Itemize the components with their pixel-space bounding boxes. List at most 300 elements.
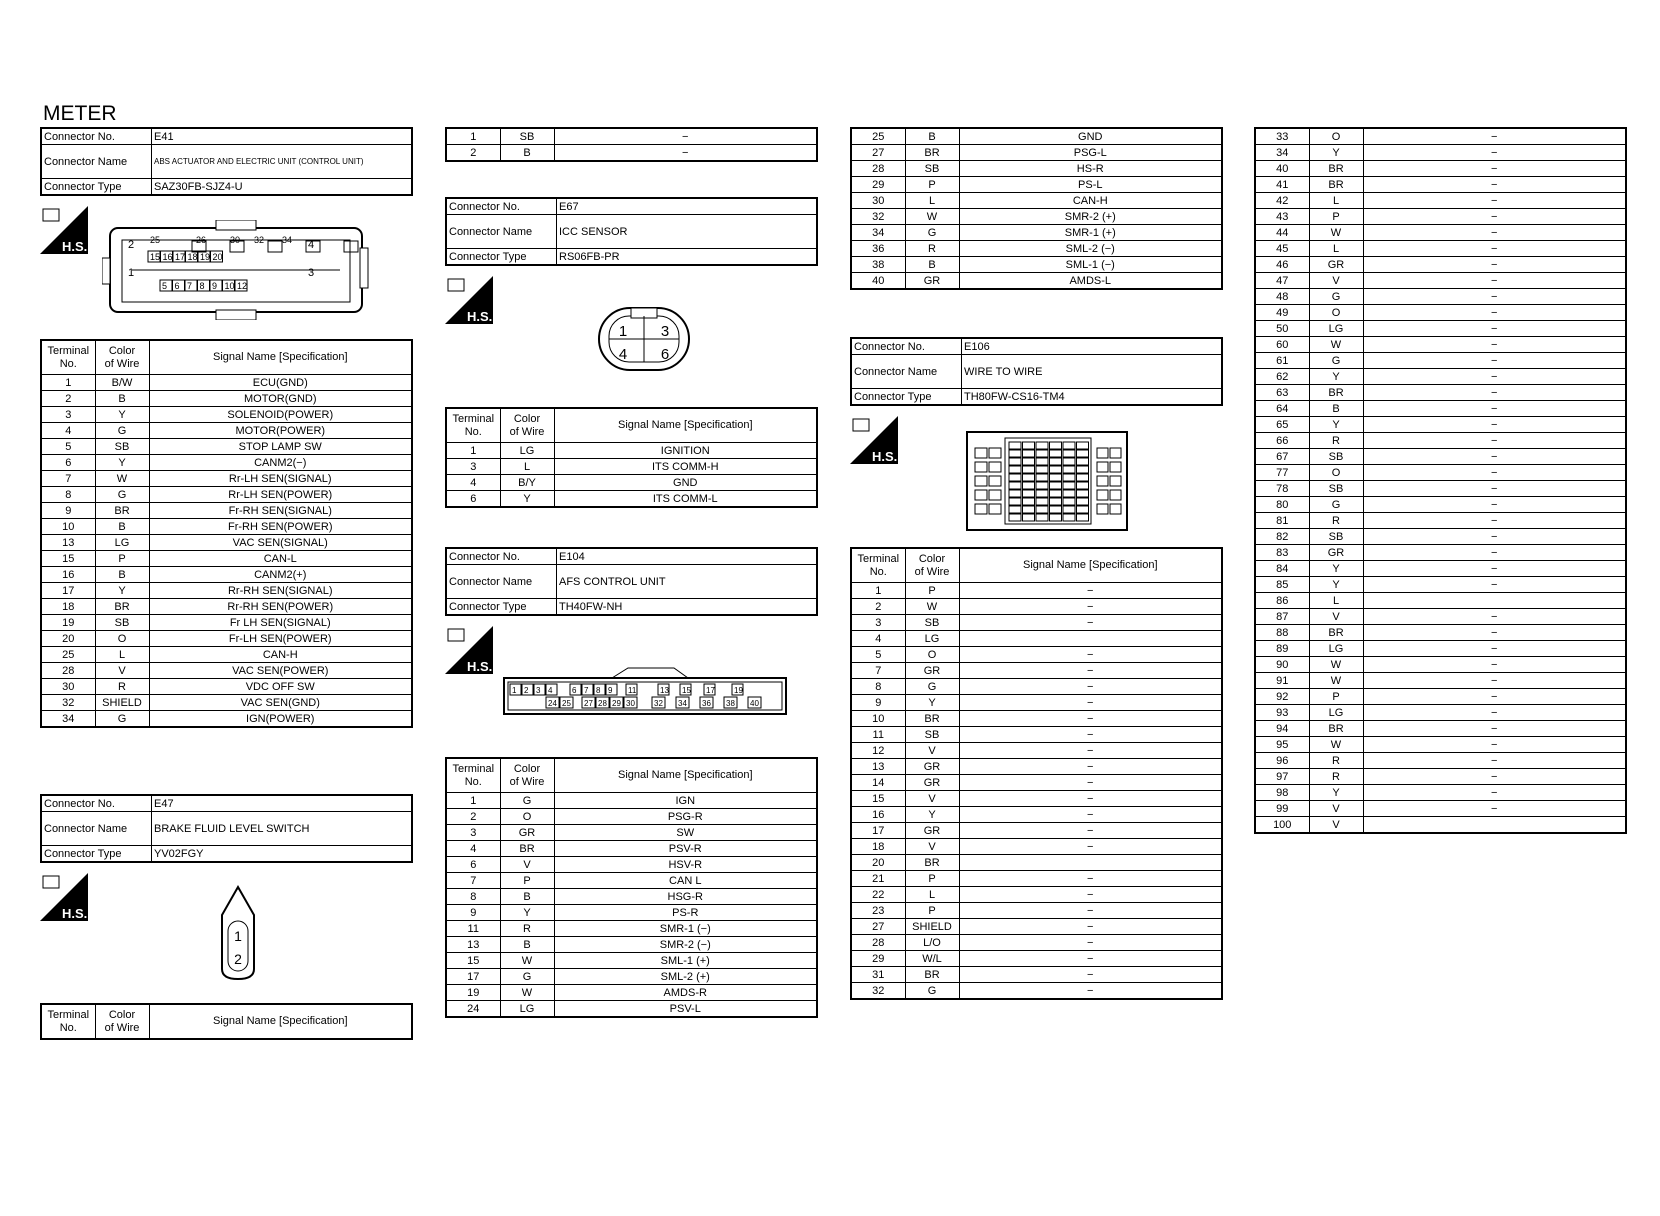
table-row [1255, 609, 1626, 625]
hs-icon [445, 276, 493, 324]
table-row [851, 887, 1222, 903]
signal-cell: ECU(GND) [149, 375, 412, 391]
terminal-cell: 7 [446, 873, 500, 889]
table-row [1255, 385, 1626, 401]
table-row [1255, 737, 1626, 753]
terminal-cell: 31 [851, 967, 905, 983]
table-row [1255, 433, 1626, 449]
color-cell: BR [1309, 721, 1363, 737]
table-row [851, 759, 1222, 775]
table-row [1255, 337, 1626, 353]
signal-cell: − [1363, 257, 1626, 273]
terminal-cell: 40 [851, 273, 905, 290]
terminal-cell: 36 [851, 241, 905, 257]
color-header: Color of Wire [500, 408, 554, 443]
terminal-cell: 4 [446, 841, 500, 857]
table-row [851, 855, 1222, 871]
signal-cell: PSV-L [554, 1001, 817, 1018]
terminal-cell: 8 [41, 487, 95, 503]
color-cell: V [1309, 801, 1363, 817]
terminal-cell: 17 [41, 583, 95, 599]
color-cell: G [1309, 497, 1363, 513]
table-row [1255, 161, 1626, 177]
table-row [41, 423, 412, 439]
color-cell: LG [1309, 705, 1363, 721]
terminal-cell: 91 [1255, 673, 1309, 689]
color-cell: V [500, 857, 554, 873]
table-row [446, 145, 817, 162]
signal-cell: Rr-RH SEN(SIGNAL) [149, 583, 412, 599]
terminal-cell: 16 [851, 807, 905, 823]
signal-header: Signal Name [Specification] [554, 758, 817, 793]
terminal-cell: 7 [41, 471, 95, 487]
e104-connector-no: E104 [557, 548, 818, 565]
terminal-cell: 93 [1255, 705, 1309, 721]
table-row [41, 375, 412, 391]
table-row [446, 793, 817, 809]
color-cell: L [905, 887, 959, 903]
table-row [851, 145, 1222, 161]
signal-cell [1363, 817, 1626, 834]
signal-cell: − [1363, 801, 1626, 817]
table-row [851, 679, 1222, 695]
table-row [41, 695, 412, 711]
e47-connector-name: BRAKE FLUID LEVEL SWITCH [152, 812, 413, 846]
signal-header: Signal Name [Specification] [149, 1004, 412, 1039]
table-row [851, 743, 1222, 759]
terminal-cell: 80 [1255, 497, 1309, 513]
table-row [41, 583, 412, 599]
signal-cell: PS-L [959, 177, 1222, 193]
color-cell: P [905, 871, 959, 887]
label: Connector No. [851, 338, 962, 355]
terminal-cell: 43 [1255, 209, 1309, 225]
terminal-cell: 6 [41, 455, 95, 471]
color-cell: GR [500, 825, 554, 841]
table-row [1255, 225, 1626, 241]
pin: 12 [237, 281, 248, 291]
pin: 11 [628, 686, 637, 695]
terminal-cell: 3 [851, 615, 905, 631]
label: Connector Name [446, 565, 557, 599]
table-row [1255, 177, 1626, 193]
signal-cell: − [1363, 209, 1626, 225]
signal-cell: HSG-R [554, 889, 817, 905]
table-row [1255, 449, 1626, 465]
signal-cell: − [1363, 465, 1626, 481]
terminal-cell: 27 [851, 145, 905, 161]
table-row [41, 631, 412, 647]
e47-connector-no: E47 [152, 795, 413, 812]
pin: 30 [230, 235, 241, 245]
terminal-cell: 81 [1255, 513, 1309, 529]
signal-cell: − [1363, 177, 1626, 193]
color-cell: R [905, 241, 959, 257]
table-row [851, 711, 1222, 727]
terminal-cell: 6 [446, 857, 500, 873]
e47-connector-diagram [218, 885, 258, 986]
signal-cell: − [1363, 128, 1626, 145]
color-cell: P [1309, 689, 1363, 705]
terminal-cell: 1 [446, 128, 500, 145]
color-cell: R [95, 679, 149, 695]
signal-cell: AMDS-R [554, 985, 817, 1001]
color-header: Color of Wire [95, 340, 149, 375]
e104-terminals [445, 757, 818, 1018]
color-cell: G [905, 679, 959, 695]
signal-cell: VAC SEN(GND) [149, 695, 412, 711]
color-cell: V [905, 839, 959, 855]
terminal-cell: 4 [851, 631, 905, 647]
terminal-cell: 30 [851, 193, 905, 209]
terminal-cell: 4 [41, 423, 95, 439]
signal-header: Signal Name [Specification] [149, 340, 412, 375]
e104-info-table [445, 547, 818, 616]
signal-cell: − [1363, 577, 1626, 593]
terminal-cell: 19 [41, 615, 95, 631]
pin: 29 [612, 699, 621, 708]
label: Connector No. [41, 795, 152, 812]
terminal-cell: 49 [1255, 305, 1309, 321]
pin: 1 [234, 928, 242, 944]
color-cell: W [1309, 737, 1363, 753]
terminal-cell: 77 [1255, 465, 1309, 481]
color-cell: SB [905, 161, 959, 177]
table-row [41, 615, 412, 631]
signal-cell: SW [554, 825, 817, 841]
signal-cell: Rr-LH SEN(SIGNAL) [149, 471, 412, 487]
e104-terminal-table [445, 757, 818, 1018]
signal-cell: SMR-2 (−) [554, 937, 817, 953]
terminal-cell: 27 [851, 919, 905, 935]
terminal-cell: 10 [41, 519, 95, 535]
color-cell: B [500, 889, 554, 905]
pin: 25 [562, 699, 571, 708]
table-row [41, 439, 412, 455]
pin: 1 [128, 267, 135, 279]
pin: 6 [660, 346, 670, 363]
signal-cell: − [1363, 145, 1626, 161]
color-cell: W [500, 953, 554, 969]
e47-terminal-table [40, 1003, 413, 1040]
svg-text:H.S.: H.S. [467, 309, 493, 324]
label: Connector Name [41, 812, 152, 846]
terminal-cell: 30 [41, 679, 95, 695]
terminal-cell: 67 [1255, 449, 1309, 465]
signal-cell: − [959, 599, 1222, 615]
signal-cell: ITS COMM-L [554, 491, 817, 508]
table-row [851, 663, 1222, 679]
signal-cell: − [959, 807, 1222, 823]
terminal-cell: 33 [1255, 128, 1309, 145]
color-cell: W [1309, 225, 1363, 241]
pin: 9 [608, 686, 613, 695]
color-cell: L [1309, 193, 1363, 209]
signal-cell: − [1363, 369, 1626, 385]
table-row [41, 487, 412, 503]
terminal-cell: 86 [1255, 593, 1309, 609]
table-row [1255, 209, 1626, 225]
table-row [1255, 801, 1626, 817]
pin: 5 [162, 281, 168, 291]
terminal-cell: 1 [41, 375, 95, 391]
terminal-cell: 17 [851, 823, 905, 839]
color-cell: W [1309, 673, 1363, 689]
table-row [41, 471, 412, 487]
signal-cell: Rr-RH SEN(POWER) [149, 599, 412, 615]
color-cell: Y [500, 905, 554, 921]
terminal-header: Terminal No. [851, 548, 905, 583]
table-row [1255, 417, 1626, 433]
terminal-cell: 3 [446, 459, 500, 475]
table-row [1255, 128, 1626, 145]
table-row [1255, 529, 1626, 545]
signal-cell: IGN(POWER) [149, 711, 412, 728]
terminal-cell: 28 [851, 935, 905, 951]
table-row [1255, 369, 1626, 385]
terminal-cell: 9 [41, 503, 95, 519]
signal-cell: − [1363, 449, 1626, 465]
table-row [851, 273, 1222, 290]
e106-connector-no: E106 [962, 338, 1223, 355]
signal-cell: MOTOR(POWER) [149, 423, 412, 439]
pin: 8 [199, 281, 205, 291]
signal-cell: PSV-R [554, 841, 817, 857]
pin: 25 [150, 235, 161, 245]
table-row [446, 841, 817, 857]
terminal-cell: 34 [41, 711, 95, 728]
terminal-cell: 11 [446, 921, 500, 937]
color-cell: SHIELD [905, 919, 959, 935]
terminal-cell: 13 [41, 535, 95, 551]
terminal-cell: 22 [851, 887, 905, 903]
table-row [41, 519, 412, 535]
terminal-cell: 25 [851, 128, 905, 145]
color-cell: Y [1309, 145, 1363, 161]
color-cell: L [1309, 593, 1363, 609]
color-cell: W [905, 599, 959, 615]
signal-cell: − [1363, 321, 1626, 337]
table-row [41, 407, 412, 423]
table-row [1255, 481, 1626, 497]
signal-cell: MOTOR(GND) [149, 391, 412, 407]
signal-cell: − [1363, 161, 1626, 177]
signal-cell: − [1363, 609, 1626, 625]
pin: 4 [308, 239, 315, 251]
terminal-cell: 90 [1255, 657, 1309, 673]
signal-cell: Fr-RH SEN(SIGNAL) [149, 503, 412, 519]
table-row [1255, 753, 1626, 769]
signal-cell: − [1363, 289, 1626, 305]
signal-cell: − [1363, 657, 1626, 673]
table-row [41, 567, 412, 583]
e104-connector-name: AFS CONTROL UNIT [557, 565, 818, 599]
signal-header: Signal Name [Specification] [554, 408, 817, 443]
color-cell: O [500, 809, 554, 825]
signal-cell: PSG-L [959, 145, 1222, 161]
terminal-cell: 18 [851, 839, 905, 855]
signal-cell: − [959, 727, 1222, 743]
terminal-cell: 34 [851, 225, 905, 241]
table-row [851, 599, 1222, 615]
color-cell: Y [1309, 561, 1363, 577]
terminal-cell: 16 [41, 567, 95, 583]
table-row [41, 647, 412, 663]
pin: 40 [750, 699, 759, 708]
table-row [851, 775, 1222, 791]
pin: 19 [200, 252, 211, 262]
signal-cell: − [959, 743, 1222, 759]
color-cell: LG [1309, 641, 1363, 657]
e67-connector-name: ICC SENSOR [557, 215, 818, 249]
table-row [851, 583, 1222, 599]
pin: 24 [548, 699, 557, 708]
terminal-cell: 2 [446, 145, 500, 162]
signal-cell: STOP LAMP SW [149, 439, 412, 455]
terminal-cell: 41 [1255, 177, 1309, 193]
color-cell: B [500, 145, 554, 162]
terminal-cell: 60 [1255, 337, 1309, 353]
signal-cell: SML-2 (−) [959, 241, 1222, 257]
e106-block [850, 337, 1223, 406]
table-row [41, 455, 412, 471]
table-row [851, 225, 1222, 241]
table-row [851, 161, 1222, 177]
color-cell: R [500, 921, 554, 937]
signal-cell: VDC OFF SW [149, 679, 412, 695]
signal-cell: − [1363, 705, 1626, 721]
terminal-cell: 2 [41, 391, 95, 407]
signal-cell: SOLENOID(POWER) [149, 407, 412, 423]
terminal-cell: 34 [1255, 145, 1309, 161]
table-row [1255, 257, 1626, 273]
color-cell: SB [95, 439, 149, 455]
color-cell: R [1309, 513, 1363, 529]
table-row [851, 935, 1222, 951]
terminal-cell: 3 [446, 825, 500, 841]
e47-connector-type: YV02FGY [152, 846, 413, 863]
table-row [1255, 193, 1626, 209]
e47-terminals [40, 1003, 413, 1040]
table-row [1255, 513, 1626, 529]
terminal-cell: 45 [1255, 241, 1309, 257]
color-cell: BR [1309, 161, 1363, 177]
table-row [1255, 305, 1626, 321]
terminal-cell: 20 [41, 631, 95, 647]
signal-cell: − [959, 935, 1222, 951]
table-row [851, 647, 1222, 663]
color-cell: O [1309, 465, 1363, 481]
table-row [446, 491, 817, 508]
terminal-cell: 98 [1255, 785, 1309, 801]
terminal-cell: 89 [1255, 641, 1309, 657]
e106-terminals [850, 547, 1223, 1000]
table-row [41, 503, 412, 519]
e41-terminal-table [40, 339, 413, 728]
terminal-cell: 97 [1255, 769, 1309, 785]
terminal-cell: 6 [446, 491, 500, 508]
terminal-cell: 95 [1255, 737, 1309, 753]
color-header: Color of Wire [905, 548, 959, 583]
e41-connector-diagram [102, 220, 372, 325]
signal-cell: SML-1 (+) [554, 953, 817, 969]
terminal-header: Terminal No. [446, 408, 500, 443]
label: Connector Type [446, 249, 557, 266]
signal-cell: − [959, 647, 1222, 663]
table-row [851, 839, 1222, 855]
terminal-cell: 2 [446, 809, 500, 825]
pin: 19 [734, 686, 743, 695]
color-cell: B [95, 519, 149, 535]
signal-cell [1363, 593, 1626, 609]
pin: 15 [150, 252, 161, 262]
e67-connector-type: RS06FB-PR [557, 249, 818, 266]
signal-cell: − [959, 679, 1222, 695]
signal-cell: − [1363, 769, 1626, 785]
signal-cell: − [959, 951, 1222, 967]
table-row [446, 873, 817, 889]
table-row [1255, 577, 1626, 593]
e67-info-table [445, 197, 818, 266]
color-cell: R [1309, 769, 1363, 785]
signal-cell: − [1363, 273, 1626, 289]
table-row [1255, 497, 1626, 513]
color-cell: B [1309, 401, 1363, 417]
e106-info-table [850, 337, 1223, 406]
table-row [1255, 769, 1626, 785]
table-row [851, 967, 1222, 983]
table-row [1255, 321, 1626, 337]
table-row [1255, 641, 1626, 657]
signal-cell: − [1363, 513, 1626, 529]
terminal-cell: 9 [446, 905, 500, 921]
color-cell: B [905, 128, 959, 145]
color-cell: O [95, 631, 149, 647]
table-row [41, 663, 412, 679]
signal-cell: IGN [554, 793, 817, 809]
pin: 30 [626, 699, 635, 708]
signal-cell: − [1363, 545, 1626, 561]
terminal-cell: 38 [851, 257, 905, 273]
color-cell: W/L [905, 951, 959, 967]
signal-cell: GND [554, 475, 817, 491]
color-cell: P [95, 551, 149, 567]
signal-cell: CAN-H [149, 647, 412, 663]
terminal-cell: 13 [851, 759, 905, 775]
table-row [41, 391, 412, 407]
terminal-cell: 100 [1255, 817, 1309, 834]
page-title: METER [43, 102, 117, 125]
color-cell: BR [1309, 625, 1363, 641]
terminal-cell: 2 [851, 599, 905, 615]
terminal-cell: 63 [1255, 385, 1309, 401]
color-cell: P [500, 873, 554, 889]
color-cell: G [1309, 353, 1363, 369]
color-cell: G [95, 711, 149, 728]
terminal-cell: 21 [851, 871, 905, 887]
label: Connector No. [446, 198, 557, 215]
table-row [446, 825, 817, 841]
terminal-header: Terminal No. [41, 1004, 95, 1039]
terminal-cell: 7 [851, 663, 905, 679]
table-row [41, 711, 412, 728]
color-cell: L [500, 459, 554, 475]
table-row [851, 241, 1222, 257]
signal-cell: VAC SEN(POWER) [149, 663, 412, 679]
signal-cell: − [1363, 673, 1626, 689]
signal-cell: − [1363, 753, 1626, 769]
pin: 16 [162, 252, 173, 262]
